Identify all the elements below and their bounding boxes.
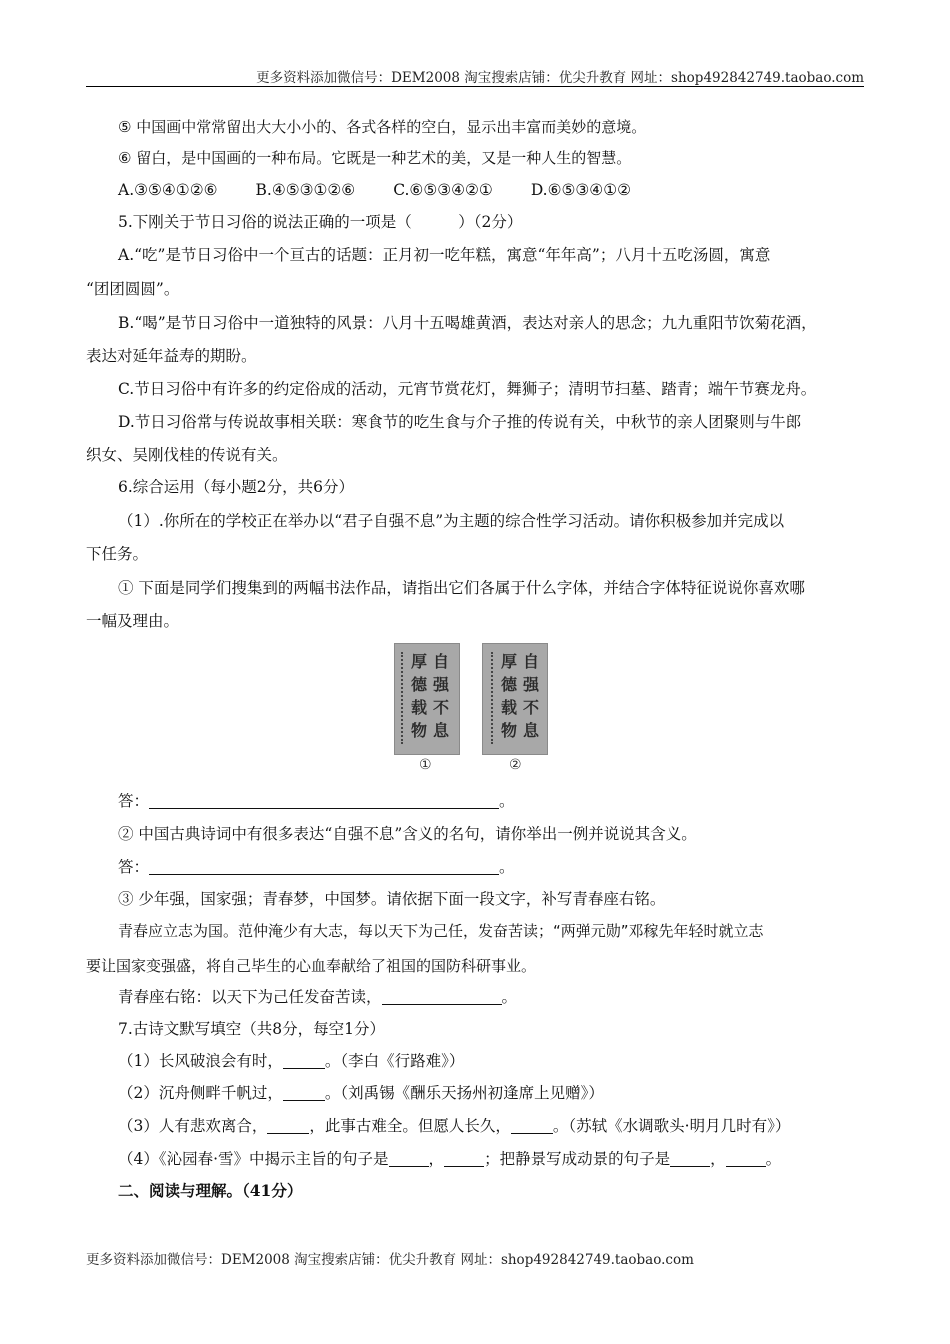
q7-l4-comma-1: ， xyxy=(428,1150,445,1168)
option-c: C.⑥⑤③④②① xyxy=(393,181,493,199)
option-b: B.④⑤③①②⑥ xyxy=(255,181,356,199)
q7-l2-text: （2）沉舟侧畔千帆过， xyxy=(118,1084,283,1102)
q7-blank-5[interactable] xyxy=(389,1149,429,1167)
q7-stem: 7.古诗文默写填空（共8分，每空1分） xyxy=(118,1020,386,1038)
q5-option-a-line2: “团团圆圆”。 xyxy=(86,280,180,298)
q7-line4 xyxy=(118,1148,898,1170)
answer-line-2 xyxy=(118,856,898,878)
answer-blank-2[interactable] xyxy=(149,857,499,875)
q6-motto-line xyxy=(118,986,898,1008)
calligraphy-image-2 xyxy=(482,643,548,755)
q6-passage-line1: 青春应立志为国。范仲淹少有大志，每以天下为己任，发奋苦读；“两弹元勋”邓稼先年轻时就立志 xyxy=(118,922,764,940)
calligraphy-image-1 xyxy=(394,643,460,755)
q7-l3-text-b: ，此事古难全。但愿人长久， xyxy=(309,1117,511,1135)
q7-blank-1[interactable] xyxy=(283,1051,325,1069)
answer-label-1: 答： xyxy=(118,792,150,810)
q7-l4-comma-2: ， xyxy=(710,1150,726,1168)
q5-option-d-line1: D.节日习俗常与传说故事相关联：寒食节的吃生食与介子推的传说有关，中秋节的亲人团聚则与牛郎 xyxy=(118,413,802,431)
q4-item-6: ⑥ 留白，是中国画的一种布局。它既是一种艺术的美，又是一种人生的智慧。 xyxy=(118,149,632,167)
calligraphy-1-caption: ① xyxy=(419,757,432,773)
option-a: A.③⑤④①②⑥ xyxy=(118,181,218,199)
page-footer: 更多资料添加微信号：DEM2008 淘宝搜索店铺：优尖升教育 网址：shop492842749.taobao.com xyxy=(86,1252,694,1268)
q4-item-5: ⑤ 中国画中常常留出大大小小的、各式各样的空白，显示出丰富而美妙的意境。 xyxy=(118,118,647,136)
q6-task3: ③ 少年强，国家强；青春梦，中国梦。请依据下面一段文字，补写青春座右铭。 xyxy=(118,890,666,908)
q7-l4-text-a: （4）《沁园春·雪》中揭示主旨的句子是 xyxy=(118,1150,389,1168)
header-rule xyxy=(86,86,864,87)
q7-l3-text-a: （3）人有悲欢离合， xyxy=(118,1117,268,1135)
motto-period: 。 xyxy=(501,988,518,1006)
q6-stem: 6.综合运用（每小题2分，共6分） xyxy=(118,478,355,496)
calligraphy-2-inscription xyxy=(491,652,499,744)
answer-label-2: 答： xyxy=(118,858,150,876)
q7-blank-6[interactable] xyxy=(444,1149,484,1167)
q7-line2 xyxy=(118,1082,898,1104)
answer-blank-1[interactable] xyxy=(149,791,499,809)
motto-blank[interactable] xyxy=(382,987,502,1005)
calligraphy-2-caption: ② xyxy=(509,757,522,773)
page-header: 更多资料添加微信号：DEM2008 淘宝搜索店铺：优尖升教育 网址：shop492842749.taobao.com xyxy=(256,70,864,86)
q7-blank-7[interactable] xyxy=(670,1149,710,1167)
q7-line1 xyxy=(118,1050,898,1072)
q7-l4-text-b: ；把静景写成动景的句子是 xyxy=(484,1150,671,1168)
answer-line-1 xyxy=(118,790,898,812)
calligraphy-2-left-column: 厚德载物 xyxy=(500,652,517,740)
q4-options xyxy=(118,179,898,201)
q5-option-b-line1: B.“喝”是节日习俗中一道独特的风景：八月十五喝雄黄酒，表达对亲人的思念；九九重阳节饮菊花酒， xyxy=(118,314,817,332)
q7-line3 xyxy=(118,1115,898,1137)
calligraphy-1-inscription xyxy=(401,652,409,744)
q5-option-c: C.节日习俗中有许多的约定俗成的活动，元宵节赏花灯，舞狮子；清明节扫墓、踏青；端午节赛龙舟。 xyxy=(118,380,817,398)
answer-period-2: 。 xyxy=(499,858,515,876)
q7-blank-4[interactable] xyxy=(511,1116,553,1134)
q7-l1-text: （1）长风破浪会有时， xyxy=(118,1052,283,1070)
q7-l4-period: 。 xyxy=(765,1150,782,1168)
calligraphy-1-left-column: 厚德载物 xyxy=(410,652,427,740)
q7-l1-source: 。（李白《行路难》） xyxy=(324,1052,465,1070)
q6-passage-line2: 要让国家变强盛，将自己毕生的心血奉献给了祖国的国防科研事业。 xyxy=(86,957,537,975)
q7-l3-source: 。（苏轼《水调歌头·明月几时有》） xyxy=(552,1117,791,1135)
q6-task1-line1: ① 下面是同学们搜集到的两幅书法作品，请指出它们各属于什么字体，并结合字体特征说说你喜欢哪 xyxy=(118,579,805,597)
q7-blank-2[interactable] xyxy=(283,1083,325,1101)
option-d: D.⑥⑤③④①② xyxy=(530,181,631,199)
answer-period-1: 。 xyxy=(499,792,515,810)
motto-prefix: 青春座右铭：以天下为己任发奋苦读， xyxy=(118,988,382,1006)
q5-option-b-line2: 表达对延年益寿的期盼。 xyxy=(86,347,257,365)
calligraphy-1-right-column: 自强不息 xyxy=(432,652,449,740)
q7-blank-8[interactable] xyxy=(726,1149,766,1167)
q7-blank-3[interactable] xyxy=(267,1116,309,1134)
q7-l2-source: 。（刘禹锡《酬乐天扬州初逢席上见赠》） xyxy=(324,1084,604,1102)
q5-stem: 5.下刚关于节日习俗的说法正确的一项是（ ）（2分） xyxy=(118,213,523,231)
q6-task2: ② 中国古典诗词中有很多表达“自强不息”含义的名句，请你举出一例并说说其含义。 xyxy=(118,825,697,843)
q6-task1-line2: 一幅及理由。 xyxy=(86,612,180,630)
q5-option-a-line1: A.“吃”是节日习俗中一个亘古的话题：正月初一吃年糕，寓意“年年高”；八月十五吃汤圆，寓意 xyxy=(118,246,771,264)
q5-option-d-line2: 织女、吴刚伐桂的传说有关。 xyxy=(86,446,288,464)
q6-sub1-line1: （1）.你所在的学校正在举办以“君子自强不息”为主题的综合性学习活动。请你积极参加并完成以 xyxy=(118,512,785,530)
section-2-heading: 二、阅读与理解。（41分） xyxy=(118,1181,303,1200)
q6-sub1-line2: 下任务。 xyxy=(86,545,149,563)
calligraphy-2-right-column: 自强不息 xyxy=(522,652,539,740)
